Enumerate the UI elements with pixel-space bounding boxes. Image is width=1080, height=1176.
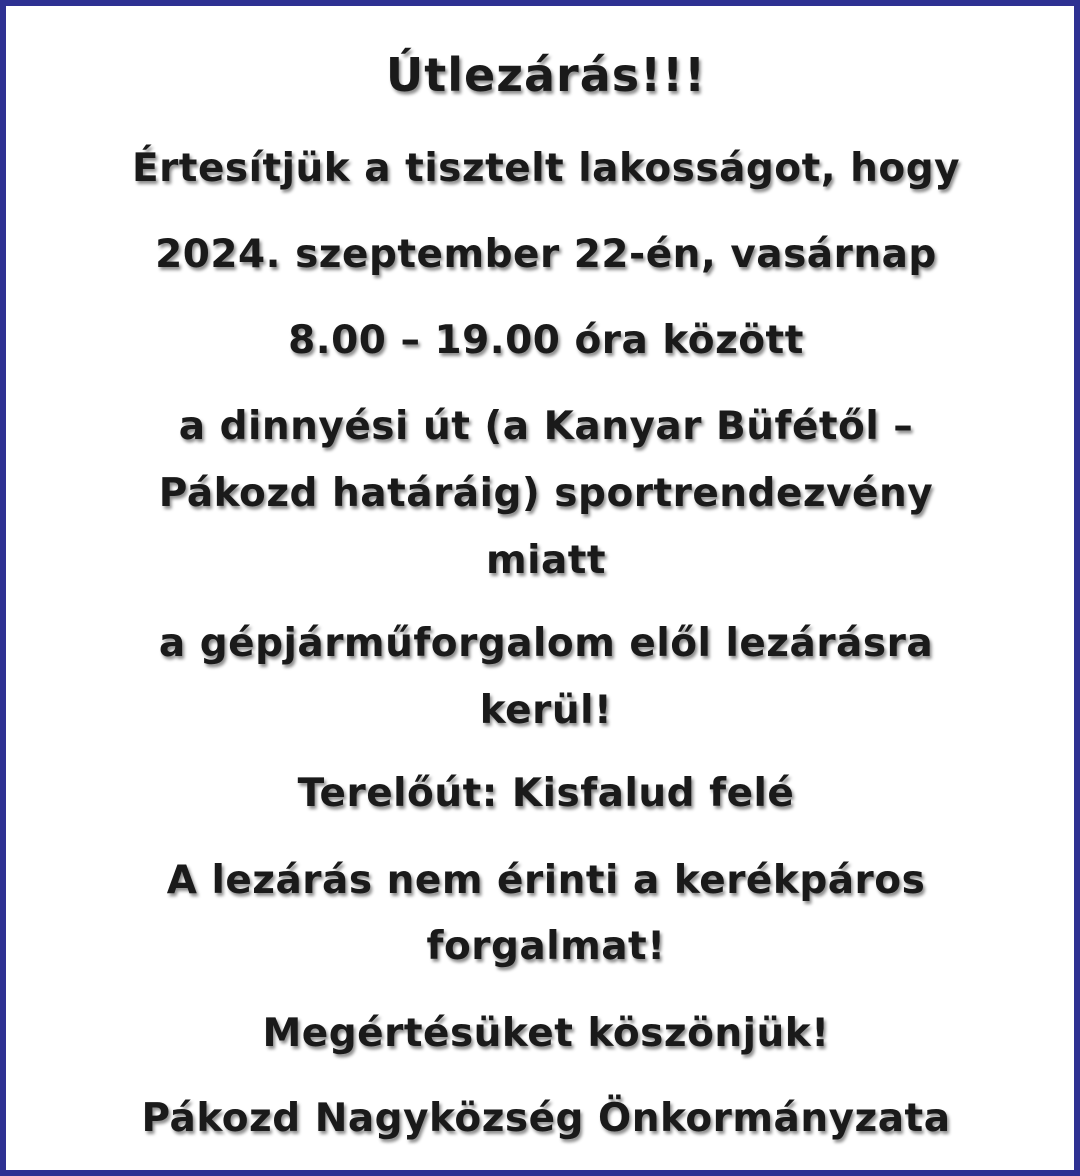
notice-line-10: A lezárás nem érinti a kerékpáros [166,858,926,903]
notice-line-2: 2024. szeptember 22-én, vasárnap [155,232,937,277]
notice-line-5: Pákozd határáig) sportrendezvény [158,471,934,516]
notice-signature: Pákozd Nagyközség Önkormányzata [141,1096,951,1141]
notice-line-7: a gépjárműforgalom elől lezárásra [158,621,934,666]
notice-line-8: kerül! [479,688,613,733]
notice-title: Útlezárás!!! [385,48,707,102]
notice-line-9: Terelőút: Kisfalud felé [297,771,795,816]
notice-line-3: 8.00 – 19.00 óra között [288,318,804,363]
notice-line-4: a dinnyési út (a Kanyar Büfétől – [178,404,914,449]
notice-line-11: forgalmat! [426,924,666,969]
notice-line-1: Értesítjük a tisztelt lakosságot, hogy [131,146,961,191]
notice-line-6: miatt [485,538,607,583]
notice-line-12: Megértésüket köszönjük! [262,1011,830,1056]
